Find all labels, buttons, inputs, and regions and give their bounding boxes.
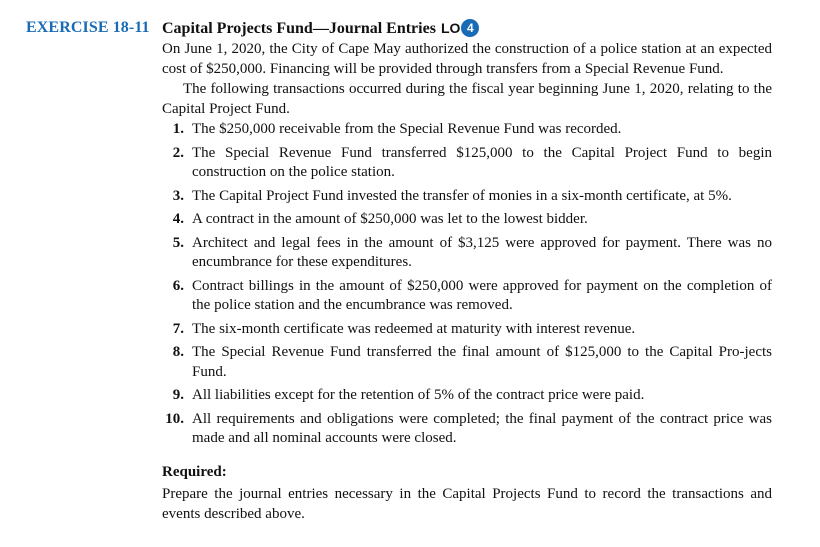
transaction-text: Architect and legal fees in the amount of $3,125 were approved for payment. There was no encumbrance for these expenditures. [192, 234, 772, 270]
transaction-number: 4. [172, 211, 184, 227]
transaction-text: A contract in the amount of $250,000 was let to the lowest bidder. [192, 211, 588, 227]
transaction-text: All liabilities except for the retention of 5% of the contract price were paid. [192, 387, 645, 403]
transaction-item [162, 144, 772, 183]
transaction-number: 2. [172, 144, 184, 161]
transaction-item [162, 386, 772, 406]
transaction-item [162, 343, 772, 382]
exercise-label: EXERCISE 18-11 [26, 19, 150, 36]
transaction-item [162, 277, 772, 316]
transaction-text: The $250,000 receivable from the Special Revenue Fund was recorded. [192, 121, 622, 137]
required-heading: Required: [162, 463, 227, 480]
transaction-item [162, 187, 772, 207]
transaction-item [162, 234, 772, 273]
transaction-text: The Capital Project Fund invested the transfer of monies in a six-month certificate, at 5%. [192, 187, 732, 204]
transaction-text: The Special Revenue Fund transferred $125,000 to the Capital Project Fund to begin construction on the police station. [192, 144, 772, 180]
intro-paragraph: On June 1, 2020, the City of Cape May authorized the construction of a police station at an expected cost of $250,000. Financing will be provided through transfers from a Special Revenue Fund. [162, 41, 772, 77]
transaction-number: 8. [172, 344, 184, 360]
exercise-title: Capital Projects Fund—Journal Entries [162, 20, 436, 37]
transaction-list [162, 120, 772, 449]
exercise-body [162, 40, 772, 524]
exercise-title-line [162, 19, 479, 38]
transaction-item [162, 120, 772, 140]
transaction-item [162, 320, 772, 340]
transaction-number: 1. [172, 121, 184, 137]
transaction-item [162, 210, 772, 230]
lo-badge-icon: 4 [461, 19, 479, 37]
transaction-text: The six-month certificate was redeemed at maturity with interest revenue. [192, 320, 636, 337]
transaction-number: 6. [172, 277, 184, 294]
transaction-text: All requirements and obligations were completed; the final payment of the contract price was made and all nominal accounts were closed. [192, 410, 772, 446]
transaction-number: 9. [172, 387, 184, 403]
required-text: Prepare the journal entries necessary in the Capital Projects Fund to record the transactions and events described above. [162, 486, 772, 522]
transaction-number: 7. [172, 320, 184, 337]
transaction-number: 10. [165, 410, 184, 427]
transaction-text: The Special Revenue Fund transferred the final amount of $125,000 to the Capital Pro-jects Fund. [192, 344, 772, 380]
transaction-text: Contract billings in the amount of $250,000 were approved for payment on the completion of the police station and the encumbrance was removed. [192, 277, 772, 313]
transaction-number: 3. [172, 187, 184, 204]
transaction-item [162, 410, 772, 449]
lo-prefix: LO [440, 20, 461, 36]
transaction-number: 5. [172, 234, 184, 251]
lead-in-paragraph: The following transactions occurred during the fiscal year beginning June 1, 2020, relating to the Capital Project Fund. [162, 81, 772, 117]
